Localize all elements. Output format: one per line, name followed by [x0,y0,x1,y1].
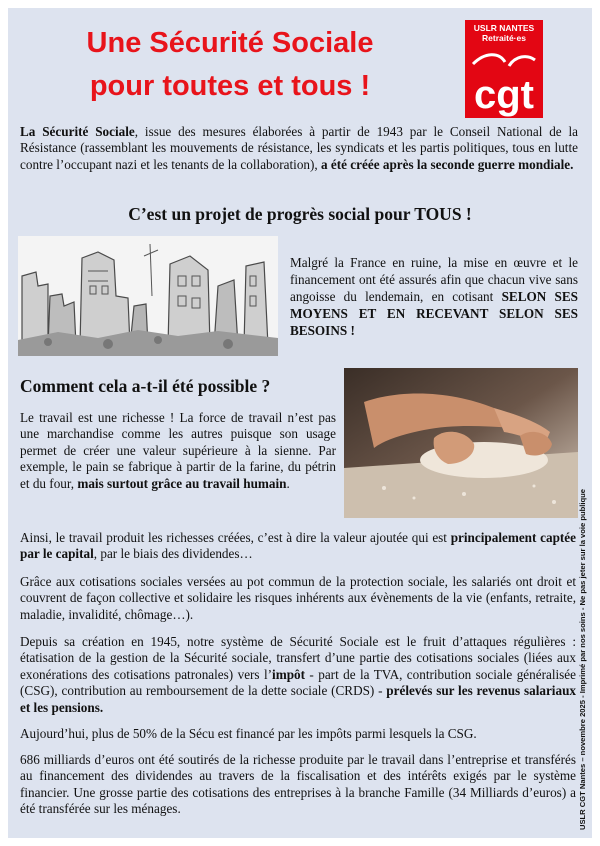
section-title: Comment cela a-t-il été possible ? [20,376,271,396]
attacks-text-1: Depuis sa création en 1945, notre système de Sécurité Sociale est le fruit d’attaques régulières : étatisation de la gestion de la Sécurité sociale, transfert d’une partie des cotisations sociales (liées aux exonérations des cotisations patronales) vers l’ [20,634,576,682]
taxes-paragraph: Aujourd’hui, plus de 50% de la Sécu est financé par les impôts parmi lesquels la CSG. [20,726,477,741]
work-bold: mais surtout grâce au travail humain [77,475,287,491]
cotisations-paragraph: Grâce aux cotisations sociales versées au pot commun de la protection sociale, les salariés ont droit et couvrent de façon collective et solidaire les risques inhérents aux évènements de la vie (enfants, retraite, maladie, invalidité, chômage…). [20,574,576,622]
work-text: Le travail est une richesse ! La force de travail n’est pas une marchandise comme les autres puisque son usage permet de créer une valeur supérieure à la sienne. Par exemple, le pain se fabrique à partir de la farine, du pétrin et du four, [20,410,336,491]
work-paragraph [20,410,336,492]
intro-paragraph [20,124,578,173]
side-footer-note: USLR CGT Nantes – novembre 2025 - Imprimé par nos soins - Ne pas jeter sur la voie publique [578,489,587,830]
billions-paragraph: 686 milliards d’euros ont été soutirés de la richesse produite par le travail dans l’entreprise et transférés au financement des dividendes au travers de la fiscalisation et des intérêts exigés par le système financier. Une grosse partie des cotisations des entreprises à la branche Famille (34 Milliards d’euros) a été transférée sur les ménages. [20,752,576,817]
title-line-2: pour toutes et tous ! [89,70,371,102]
attacks-paragraph [20,634,576,716]
logo-subtitle: Retraité·es [482,33,526,43]
page-title [20,22,440,108]
capital-text-1: Ainsi, le travail produit les richesses créées, c’est à dire la valeur ajoutée qui est [20,530,451,545]
ruins-paragraph [290,254,578,339]
intro-text: , issue des mesures élaborées à partir de 1943 par le Conseil National de la Résistance (rassemblant les mouvements de résistance, les syndicats et les partis politiques, tous en lutte contre l’occupant nazi et les tenants de la collaboration), [20,124,578,172]
work-end: . [286,475,290,491]
title-line-1: Une Sécurité Sociale [86,27,374,59]
cgt-lettering-icon [465,44,543,118]
logo-union-name: USLR NANTES [473,23,535,33]
subtitle: C’est un projet de progrès social pour TOUS ! [128,204,472,224]
ruins-image [18,236,278,356]
cgt-logo [465,20,543,118]
intro-bold-start: La Sécurité Sociale [20,124,135,139]
ruins-text: Malgré la France en ruine, la mise en œuvre et le financement ont été assurés afin que chacun vive sans angoisse du lendemain, en cotisant [290,255,578,304]
capital-text-2: , par le biais des dividendes… [93,546,253,562]
capital-paragraph [20,530,576,563]
attacks-bold-1: impôt [272,666,306,682]
attacks-bold-2: prélevés sur les revenus salariaux et les pensions. [20,683,576,715]
intro-bold-end: a été créée après la seconde guerre mondiale. [321,156,574,172]
capital-bold: principalement captée par le capital [20,530,576,562]
bread-dough-image [344,368,578,518]
logo-brand: cgt [474,73,534,117]
ruins-bold: SELON SES MOYENS ET EN RECEVANT SELON SES BESOINS ! [290,289,578,338]
attacks-text-2: - part de la TVA, contribution sociale généralisée (CSG), contribution au remboursement de la dette sociale (CRDS) - [20,666,577,699]
